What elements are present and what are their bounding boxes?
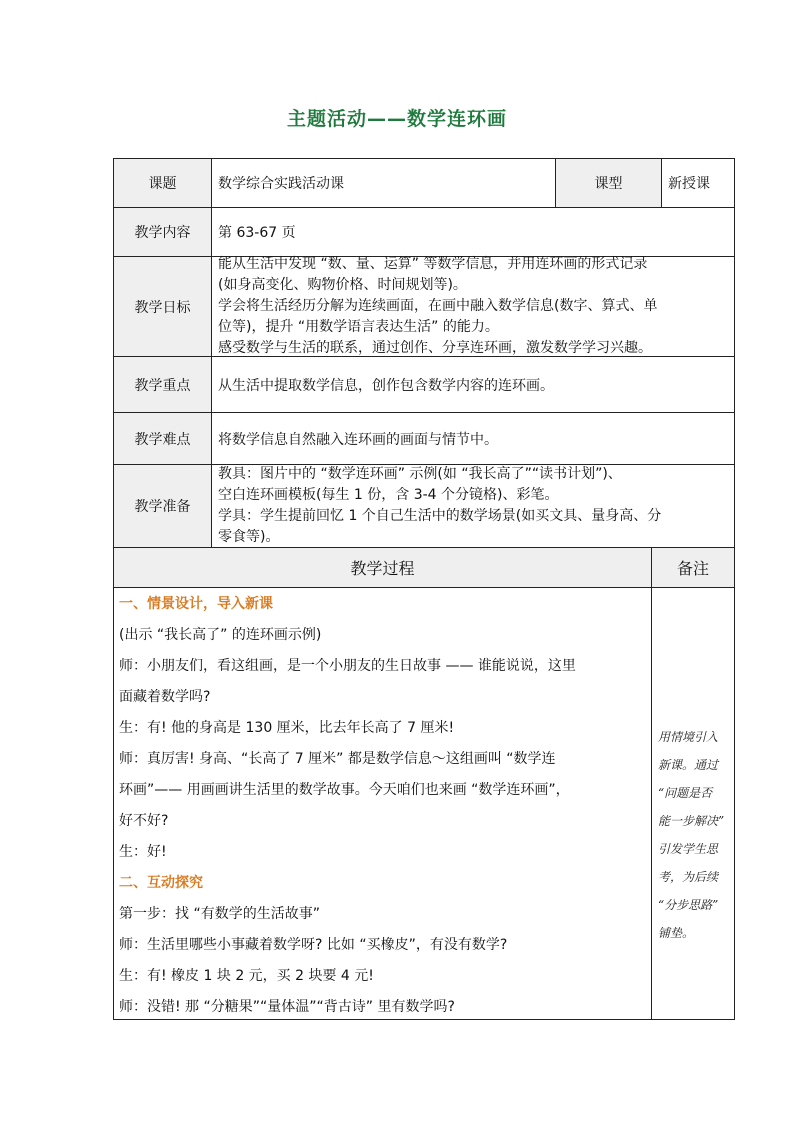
- lesson-table: [113, 158, 735, 1020]
- key-value: 从生活中提取数学信息，创作包含数学内容的连环画。: [218, 377, 554, 394]
- goal-text: [212, 257, 734, 356]
- goal-label: 教学日标: [114, 257, 211, 356]
- goal-line: 位等)，提升 “用数学语言表达生活” 的能力。: [218, 319, 499, 335]
- type-value: 新授课: [668, 176, 710, 192]
- note-line: “分步思路”: [658, 898, 719, 912]
- prep-line: 学具：学生提前回忆 1 个自己生活中的数学场景(如买文具、量身高、分: [218, 508, 662, 524]
- note-line: 新课。通过: [658, 758, 719, 772]
- note-text: [658, 723, 734, 947]
- course-value: 数学综合实践活动课: [218, 176, 344, 192]
- process-line: 环画”—— 用画画讲生活里的数学故事。今天咱们也来画 “数学连环画”，: [119, 782, 570, 798]
- process-line: (出示 “我长高了” 的连环画示例): [119, 627, 322, 643]
- process-line: 生：好!: [119, 844, 167, 860]
- prep-text: [212, 465, 734, 547]
- prep-line: 教具：图片中的 “数学连环画” 示例(如 “我长高了”“读书计划”)、: [218, 466, 622, 482]
- process-line: 师：没错! 那 “分糖果”“量体温”“背古诗” 里有数学吗?: [119, 999, 455, 1015]
- content-label: 教学内容: [114, 208, 211, 256]
- note-line: 考，为后续: [658, 870, 719, 884]
- process-header: 教学过程: [114, 548, 651, 587]
- process-body: [114, 589, 651, 1023]
- section-heading: 二、互动探究: [119, 875, 203, 891]
- page-title: 主题活动——数学连环画: [286, 108, 507, 130]
- process-line: 好不好?: [119, 813, 169, 829]
- difficulty-label: 教学难点: [114, 413, 211, 464]
- process-line: 师：真厉害! 身高、“长高了 7 厘米” 都是数学信息～这组画叫 “数学连: [119, 751, 556, 767]
- key-label: 教学重点: [114, 357, 211, 412]
- course-label: 课题: [114, 159, 211, 207]
- prep-line: 空白连环画模板(每生 1 份，含 3-4 个分镜格)、彩笔。: [218, 487, 559, 503]
- process-line: 面藏着数学吗?: [119, 689, 211, 705]
- goal-line: (如身高变化、购物价格、时间规划等)。: [218, 277, 467, 293]
- goal-line: 感受数学与生活的联系，通过创作、分享连环画，激发数学学习兴趣。: [218, 340, 652, 356]
- goal-line: 学会将生活经历分解为连续画面，在画中融入数学信息(数字、算式、单: [218, 298, 658, 314]
- goal-line: 能从生活中发现 “数、量、运算” 等数学信息，并用连环画的形式记录: [218, 256, 648, 272]
- note-line: 铺垫。: [658, 926, 695, 940]
- process-line: 生：有! 橡皮 1 块 2 元，买 2 块要 4 元!: [119, 968, 374, 984]
- process-line: 师：小朋友们，看这组画，是一个小朋友的生日故事 —— 谁能说说，这里: [119, 658, 576, 674]
- note-line: 能一步解决”: [658, 814, 725, 828]
- process-line: 师：生活里哪些小事藏着数学呀? 比如 “买橡皮”，有没有数学?: [119, 937, 508, 953]
- note-line: 用情境引入: [658, 730, 719, 744]
- prep-label: 教学准备: [114, 465, 211, 547]
- note-line: 引发学生思: [658, 842, 719, 856]
- prep-line: 零食等)。: [218, 529, 280, 545]
- content-value: 第 63-67 页: [218, 225, 296, 241]
- note-line: “问题是否: [658, 786, 713, 800]
- type-label: 课型: [556, 159, 661, 207]
- section-heading: 一、情景设计，导入新课: [119, 596, 273, 612]
- process-line: 生：有! 他的身高是 130 厘米，比去年长高了 7 厘米!: [119, 720, 455, 736]
- difficulty-value: 将数学信息自然融入连环画的画面与情节中。: [218, 431, 498, 448]
- process-line: 第一步：找 “有数学的生活故事”: [119, 906, 320, 922]
- note-header: 备注: [652, 548, 734, 587]
